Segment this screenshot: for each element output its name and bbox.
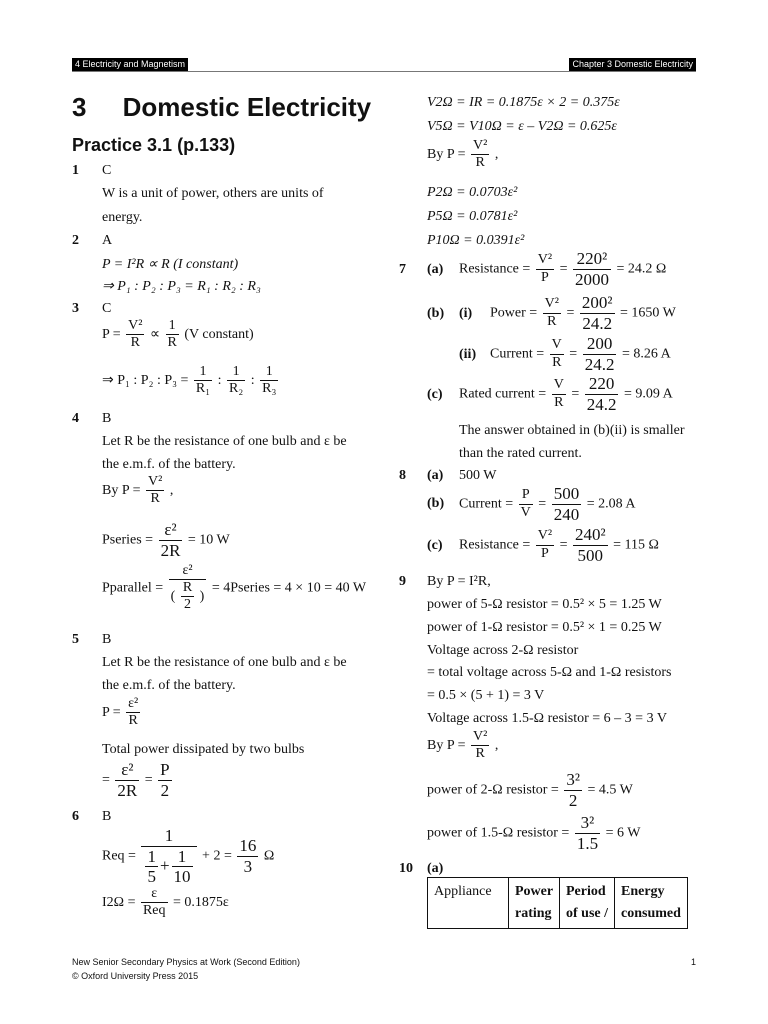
q7-frac-220-2000: $\frac{\text{220²}}{2000}$: [574, 249, 609, 289]
q5-frac-p2: $\frac{P}{2}$: [160, 760, 170, 800]
q9-frac-v2r: $\frac{\text{V²}}{R}$: [473, 729, 488, 762]
q8-c: Resistance = $\frac{\text{V²}}{P}$ = $\frac{\text{240²}}{500}$ = 115 Ω: [459, 525, 659, 565]
q3-frac-1r: $\frac{1}{R}$: [167, 318, 177, 351]
q7-frac-220b-242: $\frac{220}{24.2}$: [586, 374, 617, 414]
q9-frac-32-15: $\frac{\text{3²}}{1.5}$: [576, 813, 599, 853]
q6-v5: V5Ω = V10Ω = ε – V2Ω = 0.625ε: [427, 119, 617, 134]
q10-number: 10: [399, 861, 413, 876]
q6-v2: V2Ω = IR = 0.1875ε × 2 = 0.375ε: [427, 95, 620, 110]
q3-frac-r1: $\frac{1}{\text{R₁}}$: [195, 364, 211, 397]
th-appliance: Appliance: [428, 878, 509, 929]
q7-frac-vr2: $\frac{V}{R}$: [553, 377, 564, 410]
q8-b-label: (b): [427, 496, 445, 511]
th-period-of-use: Period of use /: [560, 878, 615, 929]
footer-copyright: © Oxford University Press 2015: [72, 971, 199, 981]
q9-line2: power of 5-Ω resistor = 0.5² × 5 = 1.25 W: [427, 597, 662, 612]
q4-number: 4: [72, 411, 79, 426]
q7-c-label: (c): [427, 387, 443, 402]
q3-answer: C: [102, 301, 112, 316]
q7-frac-v2r: $\frac{\text{V²}}{R}$: [544, 296, 559, 329]
q7-note2: than the rated current.: [459, 446, 582, 461]
q7-frac-200b-242: $\frac{200}{24.2}$: [584, 334, 615, 374]
q5-line2: the e.m.f. of the battery.: [102, 678, 236, 693]
q8-frac-pv: $\frac{P}{V}$: [520, 487, 531, 520]
q6-i2: I2Ω = $\frac{\varepsilon}{\text{Req}}$ = 0.1875ε: [102, 886, 229, 919]
q7-b-label: (b): [427, 306, 445, 321]
q6-frac-16-3: $\frac{16}{3}$: [239, 836, 257, 876]
q7-c: Rated current = $\frac{V}{R}$ = $\frac{220}{24.2}$ = 9.09 A: [459, 374, 673, 414]
q7-bi-label: (i): [459, 306, 473, 321]
q3-prop: ∝: [149, 326, 160, 342]
q1-line2: energy.: [102, 210, 143, 225]
footer-book: New Senior Secondary Physics at Work (Second Edition): [72, 957, 300, 967]
q5-frac-eps2r: $\frac{\text{ε²}}{R}$: [128, 696, 139, 729]
q9-frac-32-2: $\frac{\text{3²}}{2}$: [566, 770, 580, 810]
q9-line1: By P = I²R,: [427, 574, 491, 589]
q6-frac-1-5: $\frac{1}{5}$: [147, 846, 156, 887]
q6-p10: P10Ω = 0.0391ε²: [427, 233, 525, 248]
q7-bi: Power = $\frac{\text{V²}}{R}$ = $\frac{\text{200²}}{24.2}$ = 1650 W: [490, 293, 676, 333]
q5-line3: Total power dissipated by two bulbs: [102, 742, 305, 757]
q4-line1: Let R be the resistance of one bulb and ε be: [102, 434, 347, 449]
q5-answer: B: [102, 632, 112, 647]
q6-frac-1-10: $\frac{1}{10}$: [173, 846, 191, 887]
q8-b: Current = $\frac{P}{V}$ = $\frac{500}{240}$ = 2.08 A: [459, 484, 636, 524]
q4-frac-parallel: ε² ( $\frac{R}{2}$ ): [170, 563, 205, 613]
q6-byp: By P = $\frac{\text{V²}}{R}$ ,: [427, 138, 499, 171]
q2-number: 2: [72, 233, 79, 248]
q7-number: 7: [399, 262, 406, 277]
practice-title: Practice 3.1 (p.133): [72, 135, 236, 155]
q6-frac-v2r: $\frac{\text{V²}}{R}$: [473, 138, 488, 171]
q7-frac-v2p: $\frac{\text{V²}}{P}$: [537, 252, 553, 285]
q5-p: P = $\frac{\text{ε²}}{R}$: [102, 696, 139, 729]
header-right: Chapter 3 Domestic Electricity: [569, 58, 696, 71]
q5-number: 5: [72, 632, 79, 647]
q8-number: 8: [399, 468, 406, 483]
q9-line3: power of 1-Ω resistor = 0.5² × 1 = 0.25 W: [427, 620, 662, 635]
q3-const: (V constant): [184, 326, 254, 342]
q3-frac-r3: $\frac{1}{\text{R₃}}$: [262, 364, 277, 397]
header-rule: [72, 71, 696, 72]
q9-line5: = total voltage across 5-Ω and 1-Ω resistors: [427, 665, 672, 680]
table-header-row: [428, 878, 688, 929]
q7-frac-200-242: $\frac{\text{200²}}{24.2}$: [581, 293, 613, 333]
q4-answer: B: [102, 411, 112, 426]
chapter-title: 3 Domestic Electricity: [72, 92, 372, 122]
q1-number: 1: [72, 163, 79, 178]
q3-colon2: :: [250, 372, 255, 388]
q3-frac-r2: $\frac{1}{\text{R₂}}$: [229, 364, 244, 397]
q7-frac-vr: $\frac{V}{R}$: [551, 337, 562, 370]
q4-frac-v2r: $\frac{\text{V²}}{R}$: [148, 474, 163, 507]
q9-p15: power of 1.5-Ω resistor = $\frac{\text{3²}}{1.5}$ = 6 W: [427, 813, 641, 853]
q6-answer: B: [102, 809, 112, 824]
q9-line7: Voltage across 1.5-Ω resistor = 6 – 3 = 3 V: [427, 711, 667, 726]
q5-total: = $\frac{\text{ε²}}{2R}$ = $\frac{P}{2}$: [102, 760, 170, 800]
q6-req: Req = 1 $\frac{1}{5}$ + $\frac{1}{10}$ + 2 = $\frac{16}{3}$ Ω: [102, 826, 275, 887]
q1-line1: W is a unit of power, others are units of: [102, 186, 324, 201]
q4-line2: the e.m.f. of the battery.: [102, 457, 236, 472]
page-number: 1: [690, 957, 696, 967]
q9-line6: = 0.5 × (5 + 1) = 3 V: [427, 688, 545, 703]
q9-line4: Voltage across 2-Ω resistor: [427, 643, 579, 658]
q1-answer: C: [102, 163, 112, 178]
q3-p-eq: P =: [102, 326, 121, 342]
appliance-table: [427, 877, 688, 929]
q6-p5: P5Ω = 0.0781ε²: [427, 209, 518, 224]
q3-formula: [102, 318, 254, 351]
header-left: 4 Electricity and Magnetism: [72, 58, 188, 71]
q4-byp: By P = $\frac{\text{V²}}{R}$ ,: [102, 474, 174, 507]
q6-frac-eps-req: $\frac{\varepsilon}{\text{Req}}$: [142, 886, 166, 919]
q3-frac-v2r: $\frac{\text{V²}}{R}$: [128, 318, 143, 351]
q7-bii: Current = $\frac{V}{R}$ = $\frac{200}{24.2}$ = 8.26 A: [490, 334, 671, 374]
q8-a-value: 500 W: [459, 468, 497, 483]
q5-line1: Let R be the resistance of one bulb and ε be: [102, 655, 347, 670]
th-energy-consumed: Energy consumed: [615, 878, 688, 929]
q2-answer: A: [102, 233, 113, 248]
q8-frac-v2p: $\frac{\text{V²}}{P}$: [537, 528, 553, 561]
q9-number: 9: [399, 574, 406, 589]
q7-a-label: (a): [427, 262, 444, 277]
th-power-rating: Power rating: [509, 878, 560, 929]
q7-note1: The answer obtained in (b)(ii) is smaller: [459, 423, 685, 438]
q9-p2: power of 2-Ω resistor = $\frac{\text{3²}}{2}$ = 4.5 W: [427, 770, 633, 810]
q2-line1: P = I²R ∝ R (I constant): [102, 257, 239, 272]
q10-a-label: (a): [427, 861, 444, 876]
q3-ratio: [102, 364, 280, 397]
q8-frac-2402-500: $\frac{\text{240²}}{500}$: [574, 525, 606, 565]
q4-pseries: Pseries = $\frac{\text{ε²}}{2R}$ = 10 W: [102, 520, 230, 560]
q8-frac-500-240: $\frac{500}{240}$: [553, 484, 580, 524]
q8-c-label: (c): [427, 538, 443, 553]
q3-number: 3: [72, 301, 79, 316]
q6-p2: P2Ω = 0.0703ε²: [427, 185, 518, 200]
q3-colon1: :: [217, 372, 222, 388]
q2-line2: ⇒ P₁ : P₂ : P₃ = R₁ : R₂ : R₃: [102, 279, 261, 294]
q7-a: Resistance = $\frac{\text{V²}}{P}$ = $\frac{\text{220²}}{2000}$ = 24.2 Ω: [459, 249, 667, 289]
q5-frac-eps2-2r: $\frac{\text{ε²}}{2R}$: [117, 760, 138, 800]
q8-a-label: (a): [427, 468, 444, 483]
q7-bii-label: (ii): [459, 347, 477, 362]
q4-frac-half: $\frac{R}{2}$: [182, 580, 193, 613]
q9-byp: By P = $\frac{\text{V²}}{R}$ ,: [427, 729, 499, 762]
q4-pparallel: Pparallel = ε² ( $\frac{R}{2}$ ) = 4Pseries = 4 × 10 = 40 W: [102, 563, 367, 613]
q3-ratio-lhs: ⇒ P₁ : P₂ : P₃ =: [102, 372, 189, 388]
q6-number: 6: [72, 809, 79, 824]
q4-frac-eps2r: $\frac{\text{ε²}}{2R}$: [160, 520, 181, 560]
q6-frac-req: 1 $\frac{1}{5}$ + $\frac{1}{10}$: [141, 826, 196, 887]
